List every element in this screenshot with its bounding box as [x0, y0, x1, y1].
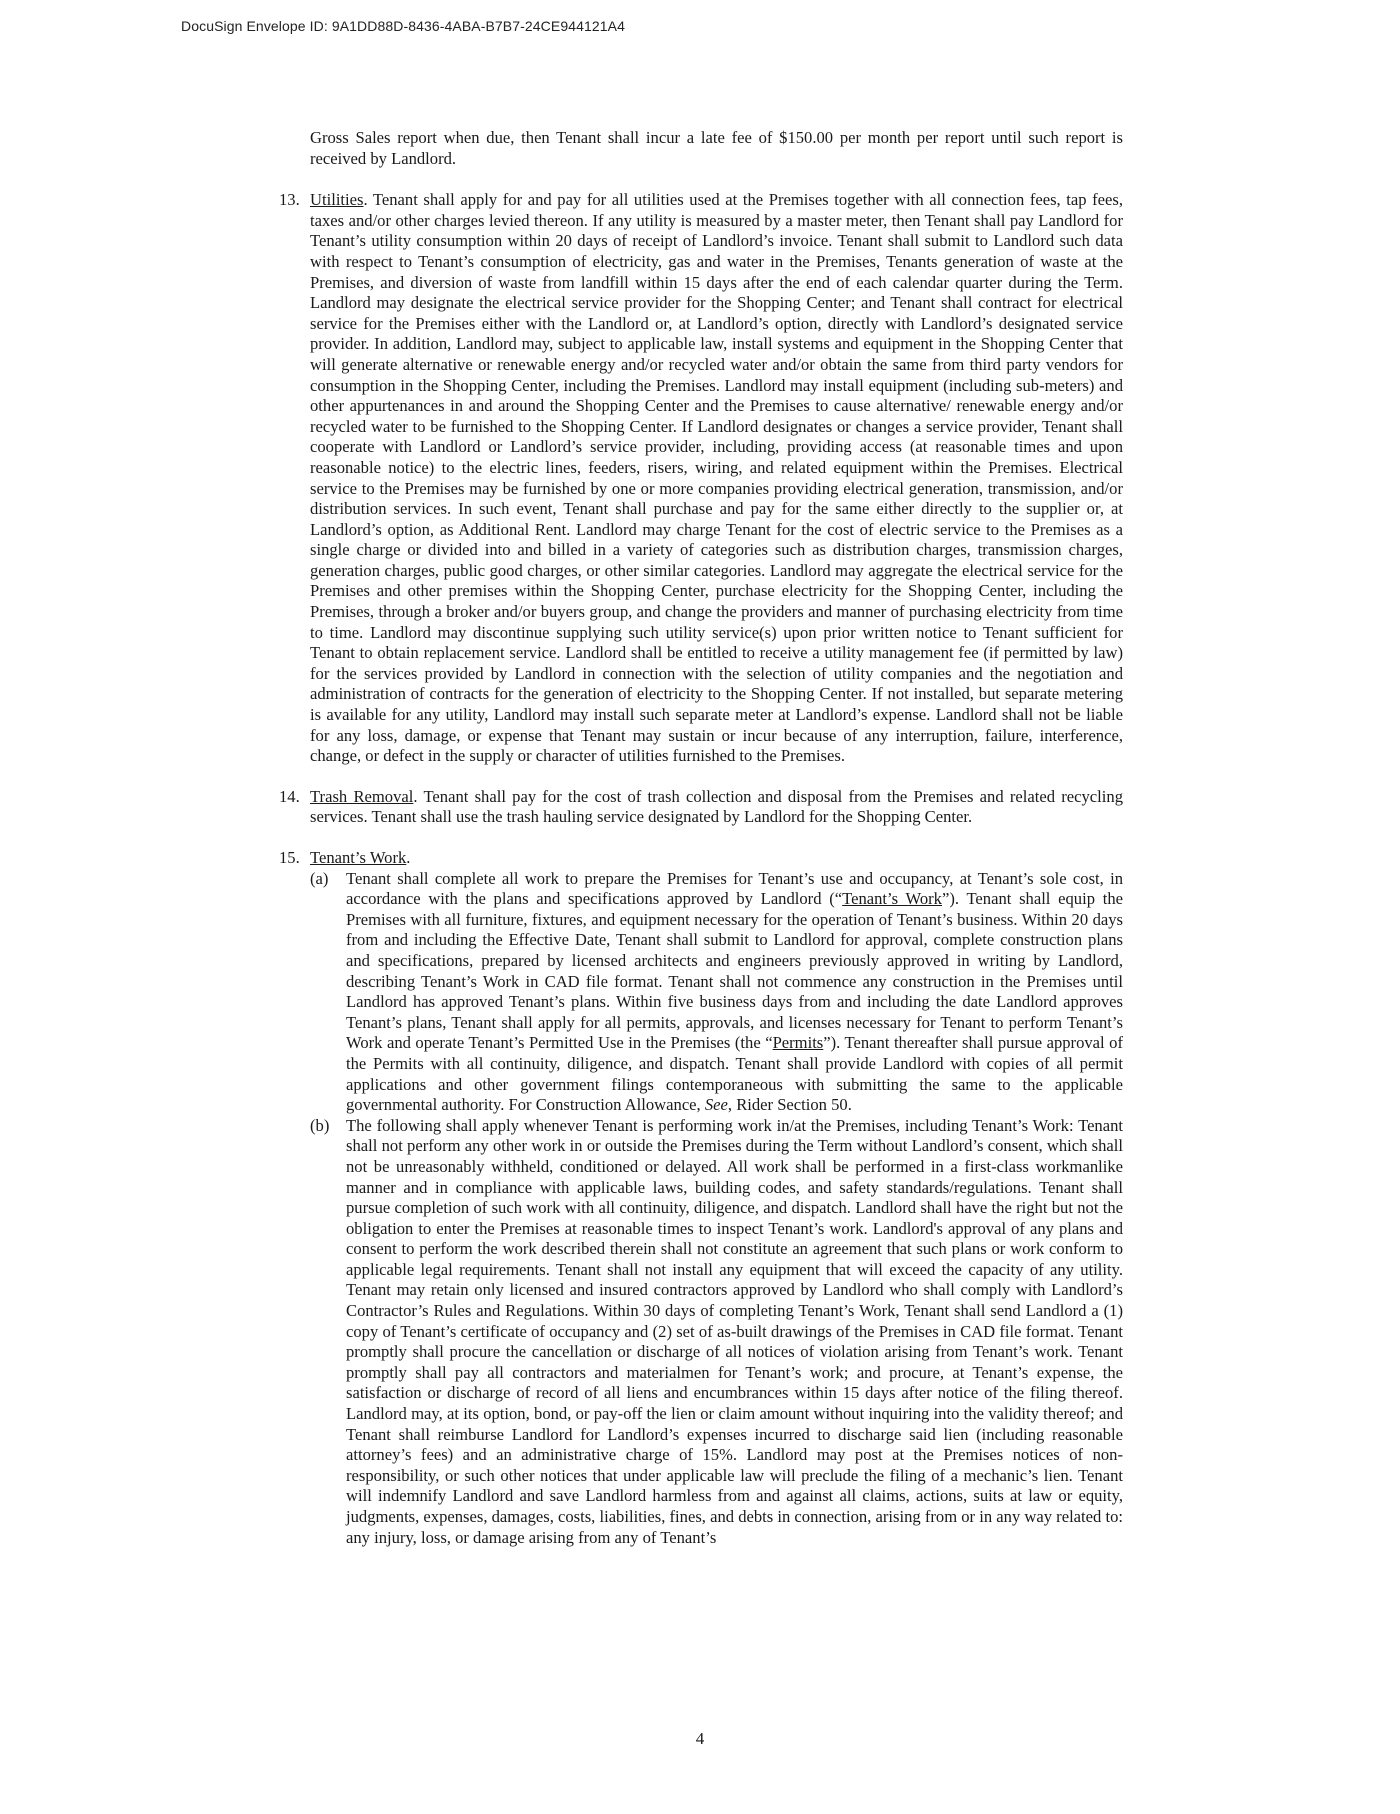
section-heading: Utilities: [310, 190, 364, 210]
subsection-text: ”). Tenant thereafter shall pursue approval of the Permits with all continuity, diligence, and dispatch. Tenant shall provide Landlord with copies of all permit applications and other government filings contemporaneous with submitting the same to the applicable governmental authority. For Construction Allowance,: [346, 1033, 1123, 1115]
page-number: 4: [695, 1729, 705, 1748]
docusign-envelope-id: DocuSign Envelope ID: 9A1DD88D-8436-4ABA-B7B7-24CE944121A4: [181, 18, 625, 34]
section-13-utilities: [279, 190, 1123, 767]
subsection-a: [310, 868, 1123, 1116]
section-15-tenants-work: [279, 848, 1123, 1548]
section-number: 14.: [279, 786, 300, 806]
section-heading: Tenant’s Work: [310, 848, 407, 867]
document-body: [0, 128, 1400, 1548]
intro-paragraph: Gross Sales report when due, then Tenant shall incur a late fee of $150.00 per month per report until such report is received by Landlord.: [310, 128, 1123, 168]
subsection-label: (b): [310, 1115, 330, 1135]
section-text: . Tenant shall apply for and pay for all utilities used at the Premises together with all connection fees, tap fees, taxes and/or other charges levied thereon. If any utility is measured by a master meter, then Tenant shall pay Landlord for Tenant’s utility consumption within 20 days of receipt of Landlord’s invoice. Tenant shall submit to Landlord such data with respect to Tenant’s consumption of electricity, gas and water in the Premises, Tenants generation of waste at the Premises, and diversion of waste from landfill within 15 days after the end of each calendar quarter during the Term. Landlord may designate the electrical service provider for the Shopping Center; and Tenant shall contract for electrical service for the Premises either with the Landlord or, at Landlord’s option, directly with Landlord’s designated service provider. In addition, Landlord may, subject to applicable law, install systems and equipment in the Shopping Center that will generate alternative or renewable energy and/or recycled water and/or obtain the same from third party vendors for consumption in the Shopping Center, including the Premises. Landlord may install equipment (including sub-meters) and other appurtenances in and around the Shopping Center and the Premises to cause alternative/ renewable energy and/or recycled water to be furnished to the Shopping Center. If Landlord designates or changes a service provider, Tenant shall cooperate with Landlord or Landlord’s service provider, including, providing access (at reasonable times and upon reasonable notice) to the electric lines, feeders, risers, wiring, and related equipment within the Premises. Electrical service to the Premises may be furnished by one or more companies providing electrical generation, transmission, and/or distribution services. In such event, Tenant shall purchase and pay for the same either directly to the supplier or, at Landlord’s option, as Additional Rent. Landlord may charge Tenant for the cost of electric service to the Premises as a single charge or divided into and billed in a variety of categories such as distribution charges, transmission charges, generation charges, public good charges, or other similar categories. Landlord may aggregate the electrical service for the Premises and other premises within the Shopping Center, purchase electricity for the Shopping Center, including the Premises, through a broker and/or buyers group, and change the providers and manner of purchasing electricity from time to time. Landlord may discontinue supplying such utility service(s) upon prior written notice to Tenant sufficient for Tenant to obtain replacement service. Landlord shall be entitled to receive a utility management fee (if permitted by law) for the services provided by Landlord in connection with the selection of utility companies and the negotiation and administration of contracts for the generation of electricity to the Shopping Center. If not installed, but separate metering is available for any utility, Landlord may install such separate meter at Landlord’s expense. Landlord shall not be liable for any loss, damage, or expense that Tenant may sustain or incur because of any interruption, failure, interference, change, or defect in the supply or character of utilities furnished to the Premises.: [310, 190, 1123, 766]
subsection-text: The following shall apply whenever Tenant is performing work in/at the Premises, including Tenant’s Work: Tenant shall not perform any other work in or outside the Premises during the Term without Landlord’s consent, which shall not be unreasonably withheld, conditioned or delayed. All work shall be performed in a first-class workmanlike manner and in compliance with applicable laws, building codes, and safety standards/regulations. Tenant shall pursue completion of such work with all continuity, diligence, and dispatch. Landlord shall have the right but not the obligation to enter the Premises at reasonable times to inspect Tenant’s work. Landlord's approval of any plans and consent to perform the work described therein shall not constitute an agreement that such plans or work conform to applicable legal requirements. Tenant shall not install any equipment that will exceed the capacity of any utility. Tenant may retain only licensed and insured contractors approved by Landlord who shall comply with Landlord’s Contractor’s Rules and Regulations. Within 30 days of completing Tenant’s Work, Tenant shall send Landlord a (1) copy of Tenant’s certificate of occupancy and (2) set of as-built drawings of the Premises in CAD file format. Tenant promptly shall procure the cancellation or discharge of all notices of violation arising from Tenant’s work. Tenant promptly shall pay all contractors and materialmen for Tenant’s work; and procure, at Tenant’s expense, the satisfaction or discharge of record of all liens and encumbrances within 15 days after notice of the filing thereof. Landlord may, at its option, bond, or pay-off the lien or claim amount without inquiring into the validity thereof; and Tenant shall reimburse Landlord for Landlord’s expenses incurred to discharge said lien (including reasonable attorney’s fees) and an administrative charge of 15%. Landlord may post at the Premises notices of non-responsibility, or such other notices that under applicable law will preclude the filing of a mechanic’s lien. Tenant will indemnify Landlord and save Landlord harmless from and against all claims, actions, suits at law or equity, judgments, expenses, damages, costs, liabilities, fines, and debts in connection, arising from or in any way related to: any injury, loss, or damage arising from any of Tenant’s: [346, 1115, 1123, 1547]
section-text: . Tenant shall pay for the cost of trash collection and disposal from the Premises and related recycling services. Tenant shall use the trash hauling service designated by Landlord for the Shopping Center.: [310, 786, 1123, 827]
see-reference: See: [704, 1095, 728, 1115]
subsection-text: Tenant shall complete all work to prepare the Premises for Tenant’s use and occupancy, at Tenant’s sole cost, in accordance with the plans and specifications approved by Landlord (“: [346, 868, 1123, 909]
subsection-label: (a): [310, 868, 329, 888]
subsection-text: , Rider Section 50.: [727, 1095, 852, 1115]
section-heading: Trash Removal: [310, 786, 414, 806]
section-heading-suffix: .: [406, 848, 411, 867]
section-heading-line: [279, 848, 1123, 869]
defined-term-permits: Permits: [772, 1033, 824, 1053]
section-14-trash-removal: [279, 786, 1123, 828]
subsection-b: [310, 1115, 1123, 1548]
section-number: 15.: [279, 848, 300, 867]
section-number: 13.: [279, 190, 300, 210]
defined-term-tenants-work: Tenant’s Work: [842, 889, 942, 909]
subsection-text: ”). Tenant shall equip the Premises with all furniture, fixtures, and equipment necessary for the operation of Tenant’s business. Within 20 days from and including the Effective Date, Tenant shall submit to Landlord for approval, complete construction plans and specifications, prepared by licensed architects and engineers previously approved in writing by Landlord, describing Tenant’s Work in CAD file format. Tenant shall not commence any construction in the Premises until Landlord has approved Tenant’s plans. Within five business days from and including the date Landlord approves Tenant’s plans, Tenant shall apply for all permits, approvals, and licenses necessary for Tenant to perform Tenant’s Work and operate Tenant’s Permitted Use in the Premises (the “: [346, 889, 1123, 1053]
